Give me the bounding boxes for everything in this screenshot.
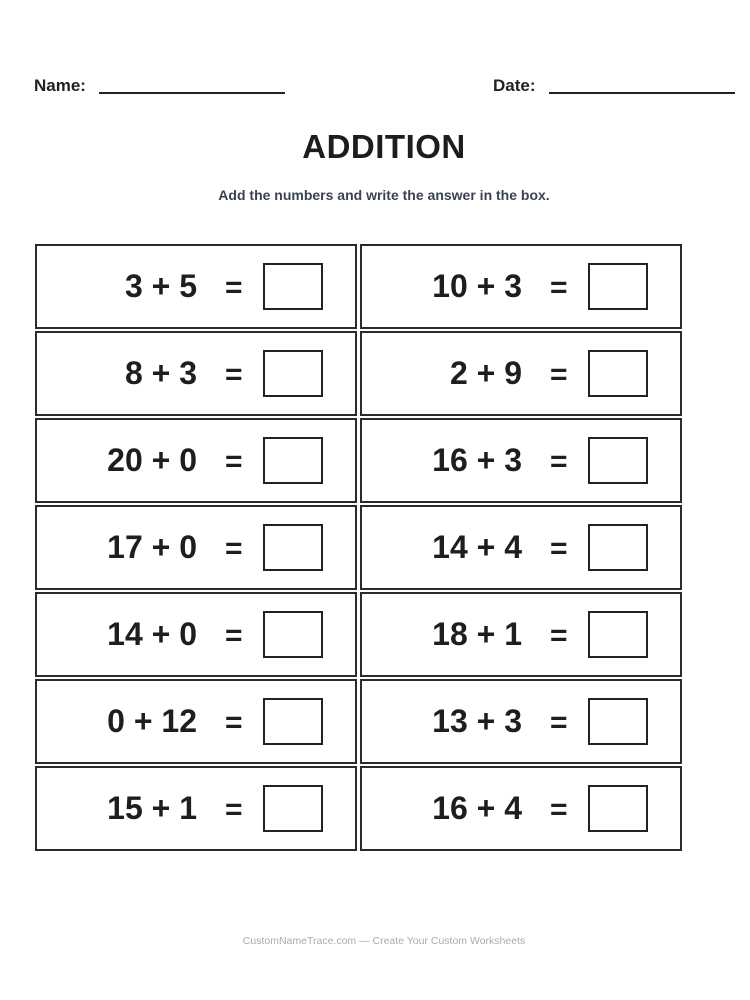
problem-cell	[360, 244, 682, 329]
problem-cell	[35, 505, 357, 590]
equals-sign: =	[225, 706, 243, 739]
problem-cell	[35, 766, 357, 851]
problem-cell	[35, 592, 357, 677]
answer-box[interactable]	[588, 698, 648, 745]
equals-sign: =	[550, 532, 568, 565]
equals-sign: =	[550, 445, 568, 478]
answer-box[interactable]	[263, 263, 323, 310]
answer-box[interactable]	[263, 785, 323, 832]
instructions-text: Add the numbers and write the answer in the box.	[218, 187, 550, 203]
answer-box[interactable]	[588, 524, 648, 571]
worksheet-title: ADDITION	[302, 128, 466, 165]
answer-box[interactable]	[588, 350, 648, 397]
equals-sign: =	[550, 706, 568, 739]
date-field	[493, 74, 735, 98]
problem-expression: 3 + 5	[124, 268, 197, 304]
date-label: Date:	[493, 76, 536, 95]
problem-cell	[35, 331, 357, 416]
date-write-line[interactable]	[549, 92, 735, 94]
problem-expression: 15 + 1	[107, 790, 197, 826]
problem-cell	[35, 244, 357, 329]
problem-expression: 16 + 3	[432, 442, 522, 478]
problem-expression: 13 + 3	[432, 703, 522, 739]
name-field	[34, 74, 285, 98]
problem-expression: 2 + 9	[449, 355, 522, 391]
answer-box[interactable]	[588, 437, 648, 484]
footer-credit: CustomNameTrace.com — Create Your Custom Worksheets	[242, 935, 526, 947]
answer-box[interactable]	[588, 263, 648, 310]
problem-cell	[360, 331, 682, 416]
problem-cell	[35, 418, 357, 503]
equals-sign: =	[225, 532, 243, 565]
problem-expression: 18 + 1	[432, 616, 522, 652]
problem-expression: 0 + 12	[107, 703, 197, 739]
answer-box[interactable]	[588, 785, 648, 832]
problem-expression: 14 + 0	[107, 616, 197, 652]
equals-sign: =	[225, 445, 243, 478]
problem-cell	[360, 418, 682, 503]
name-label: Name:	[34, 76, 86, 95]
answer-box[interactable]	[588, 611, 648, 658]
problem-cell	[360, 766, 682, 851]
equals-sign: =	[225, 271, 243, 304]
answer-box[interactable]	[263, 350, 323, 397]
equals-sign: =	[550, 793, 568, 826]
equals-sign: =	[550, 358, 568, 391]
equals-sign: =	[550, 271, 568, 304]
problem-cell	[360, 592, 682, 677]
problem-expression: 14 + 4	[432, 529, 522, 565]
equals-sign: =	[225, 619, 243, 652]
answer-box[interactable]	[263, 698, 323, 745]
problem-cell	[35, 679, 357, 764]
name-write-line[interactable]	[99, 92, 285, 94]
equals-sign: =	[550, 619, 568, 652]
answer-box[interactable]	[263, 524, 323, 571]
problem-expression: 8 + 3	[124, 355, 197, 391]
problem-cell	[360, 679, 682, 764]
problem-expression: 10 + 3	[432, 268, 522, 304]
problem-cell	[360, 505, 682, 590]
problem-expression: 16 + 4	[432, 790, 522, 826]
equals-sign: =	[225, 358, 243, 391]
problem-expression: 20 + 0	[107, 442, 197, 478]
problem-expression: 17 + 0	[107, 529, 197, 565]
answer-box[interactable]	[263, 437, 323, 484]
equals-sign: =	[225, 793, 243, 826]
answer-box[interactable]	[263, 611, 323, 658]
problem-grid	[35, 244, 683, 851]
